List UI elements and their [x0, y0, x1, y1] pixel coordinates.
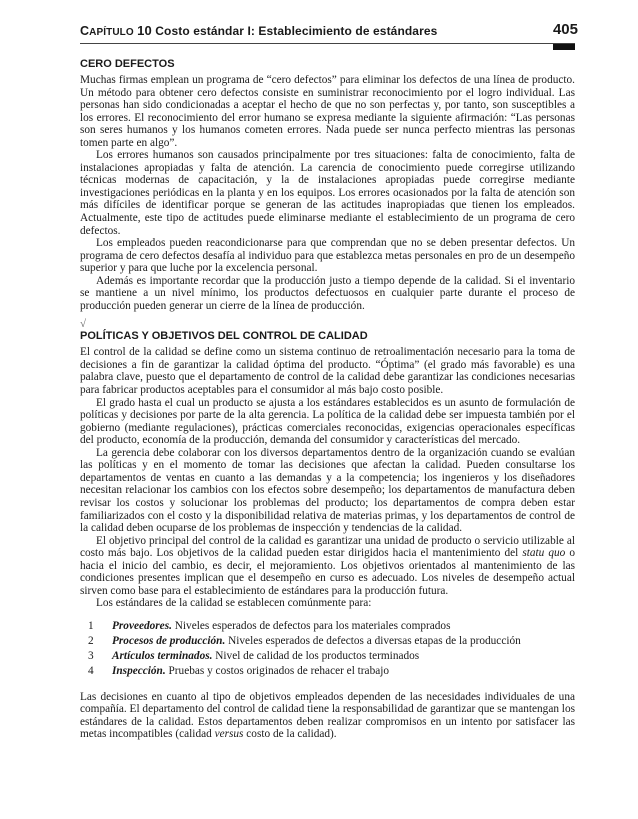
list-text: Pruebas y costos originados de rehacer el trabajo: [165, 665, 390, 678]
paragraph: Los empleados pueden reacondicionarse para que comprendan que no se deben presentar defectos. Un programa de cero defectos desafía al individuo para que establezca metas personales en pro de un desempeño superior y para que luche por la excelencia personal.: [80, 237, 575, 275]
list-item: [80, 634, 575, 649]
page-number: 405: [552, 21, 578, 38]
paragraph-text: costo de la calidad).: [243, 728, 337, 741]
paragraph-text: El objetivo principal del control de la calidad es garantizar una unidad de producto o servicio utilizable al costo más bajo. Los objetivos de la calidad pueden estar dirigidos hacia el mantenimiento del: [80, 534, 575, 560]
list-item: [80, 649, 575, 664]
running-header: [80, 20, 578, 44]
list-term: Procesos de producción.: [112, 635, 226, 648]
section-heading-cero-defectos: CERO DEFECTOS: [80, 58, 175, 70]
list-number: 3: [88, 650, 94, 663]
italic-term: versus: [214, 728, 244, 741]
margin-check-mark: √: [80, 318, 87, 331]
paragraph: El grado hasta el cual un producto se ajusta a los estándares establecidos es un asunto de formulación de políticas y decisiones por parte de la alta gerencia. La política de la calidad debe ser impuesta también por el gobierno (mediante regulaciones), prácticas comerciales reconocidas, exigencias operacionales específicas del producto, economía de la producción, demanda del consumidor y características del mercado.: [80, 396, 575, 447]
header-tab-marker: [553, 44, 575, 50]
paragraph-text: o hacia el inicio del cambio, es decir, el mejoramiento. Los objetivos orientados al mantenimiento de las condiciones presentes implican que el desempeño en curso es adecuado. Los niveles de desempeño actual sirven como base para el establecimiento de estándares para la producción futura.: [80, 547, 575, 597]
chapter-title: [80, 23, 437, 38]
list-text: Niveles esperados de defectos a diversas etapas de la producción: [225, 635, 521, 648]
chapter-small-caps: APÍTULO: [89, 27, 134, 38]
chapter-name: Costo estándar I: Establecimiento de estándares: [155, 24, 438, 38]
paragraph: Además es importante recordar que la producción justo a tiempo depende de la calidad. Si el inventario se mantiene a un nivel mínimo, los productos defectuosos en cualquier parte durante el proceso de producción pueden generar un cierre de la línea de producción.: [80, 274, 575, 312]
page-body: [80, 58, 575, 741]
list-text: Nivel de calidad de los productos terminados: [212, 650, 420, 663]
list-item: [80, 619, 575, 634]
list-term: Proveedores.: [112, 619, 172, 632]
list-number: 1: [88, 619, 94, 632]
list-number: 2: [88, 635, 94, 648]
italic-term: statu quo: [522, 547, 566, 560]
paragraph: El control de la calidad se define como un sistema continuo de retroalimentación necesario para la toma de decisiones a fin de garantizar la calidad óptima del producto. “Óptima” (el grado más favorable) es una palabra clave, puesto que el departamento de control de la calidad debe garantizar las condiciones necesarias para fabricar productos aceptables para el consumidor al más bajo costo posible.: [80, 346, 575, 397]
paragraph: Los estándares de la calidad se establecen comúnmente para:: [96, 597, 372, 610]
list-term: Inspección.: [112, 665, 166, 678]
header-rule: [80, 43, 575, 44]
paragraph: [80, 691, 575, 741]
list-text: Niveles esperados de defectos para los materiales comprados: [171, 619, 451, 632]
paragraph: [80, 535, 575, 598]
list-item: [80, 664, 575, 679]
paragraph-text: Las decisiones en cuanto al tipo de objetivos empleados dependen de las necesidades individuales de una compañía. El departamento del control de calidad tiene la responsabilidad de garantizar que se mantengan los estándares de la calidad. Estos departamentos deben realizar compromisos en un intento por satisfacer las metas incompatibles (calidad: [80, 690, 575, 741]
list-term: Artículos terminados.: [112, 650, 213, 663]
chapter-cap: C: [80, 24, 90, 38]
paragraph: Los errores humanos son causados principalmente por tres situaciones: falta de conocimiento, falta de instalaciones apropiadas y falta de atención. La carencia de conocimiento puede corregirse utilizando técnicas modernas de capacitación, y la de instalaciones apropiadas puede corregirse mediante investigaciones periódicas en la planta y en los equipos. Los errores ocasionados por la falta de atención son más difíciles de identificar porque se generan de las actitudes inapropiadas que tienen los empleados. Actualmente, este tipo de actitudes puede eliminarse mediante el establecimiento de un programa de cero defectos.: [80, 149, 575, 237]
paragraph: La gerencia debe colaborar con los diversos departamentos dentro de la organización cuando se evalúan las políticas y en el momento de tomar las decisiones que afectan la calidad. Pueden consultarse los departamentos de ventas en cuanto a las demandas y a la competencia; los ingenieros y los diseñadores necesitan relacionar los cambios con los efectos sobre desempeño; los departamentos de manufactura deben revisar los costos y solucionar los problemas del producto; los departamentos de compra deben estar familiarizados con el costo y la disponibilidad relativa de materias primas, y los departamentos de control de la calidad deben ocuparse de los problemas de inspección y tendencias de la calidad.: [80, 446, 575, 535]
paragraph: Muchas firmas emplean un programa de “cero defectos” para eliminar los defectos de una línea de producto. Un método para obtener cero defectos consiste en suministrar reconocimiento por el logro individual. Las personas han sido condicionadas a aceptar el hecho de que no son perfectas y, por tanto, son susceptibles a los errores. El reconocimiento del error humano se expresa mediante la siguiente afirmación: “Las personas son seres humanos y los humanos cometen errores. Nada puede ser nunca perfecto mientras las personas tomen parte en algo”.: [80, 74, 575, 149]
standards-list: [80, 619, 575, 680]
section-heading-politicas: POLÍTICAS Y OBJETIVOS DEL CONTROL DE CALIDAD: [80, 330, 368, 343]
chapter-number: 10: [137, 23, 152, 38]
list-number: 4: [88, 665, 94, 678]
